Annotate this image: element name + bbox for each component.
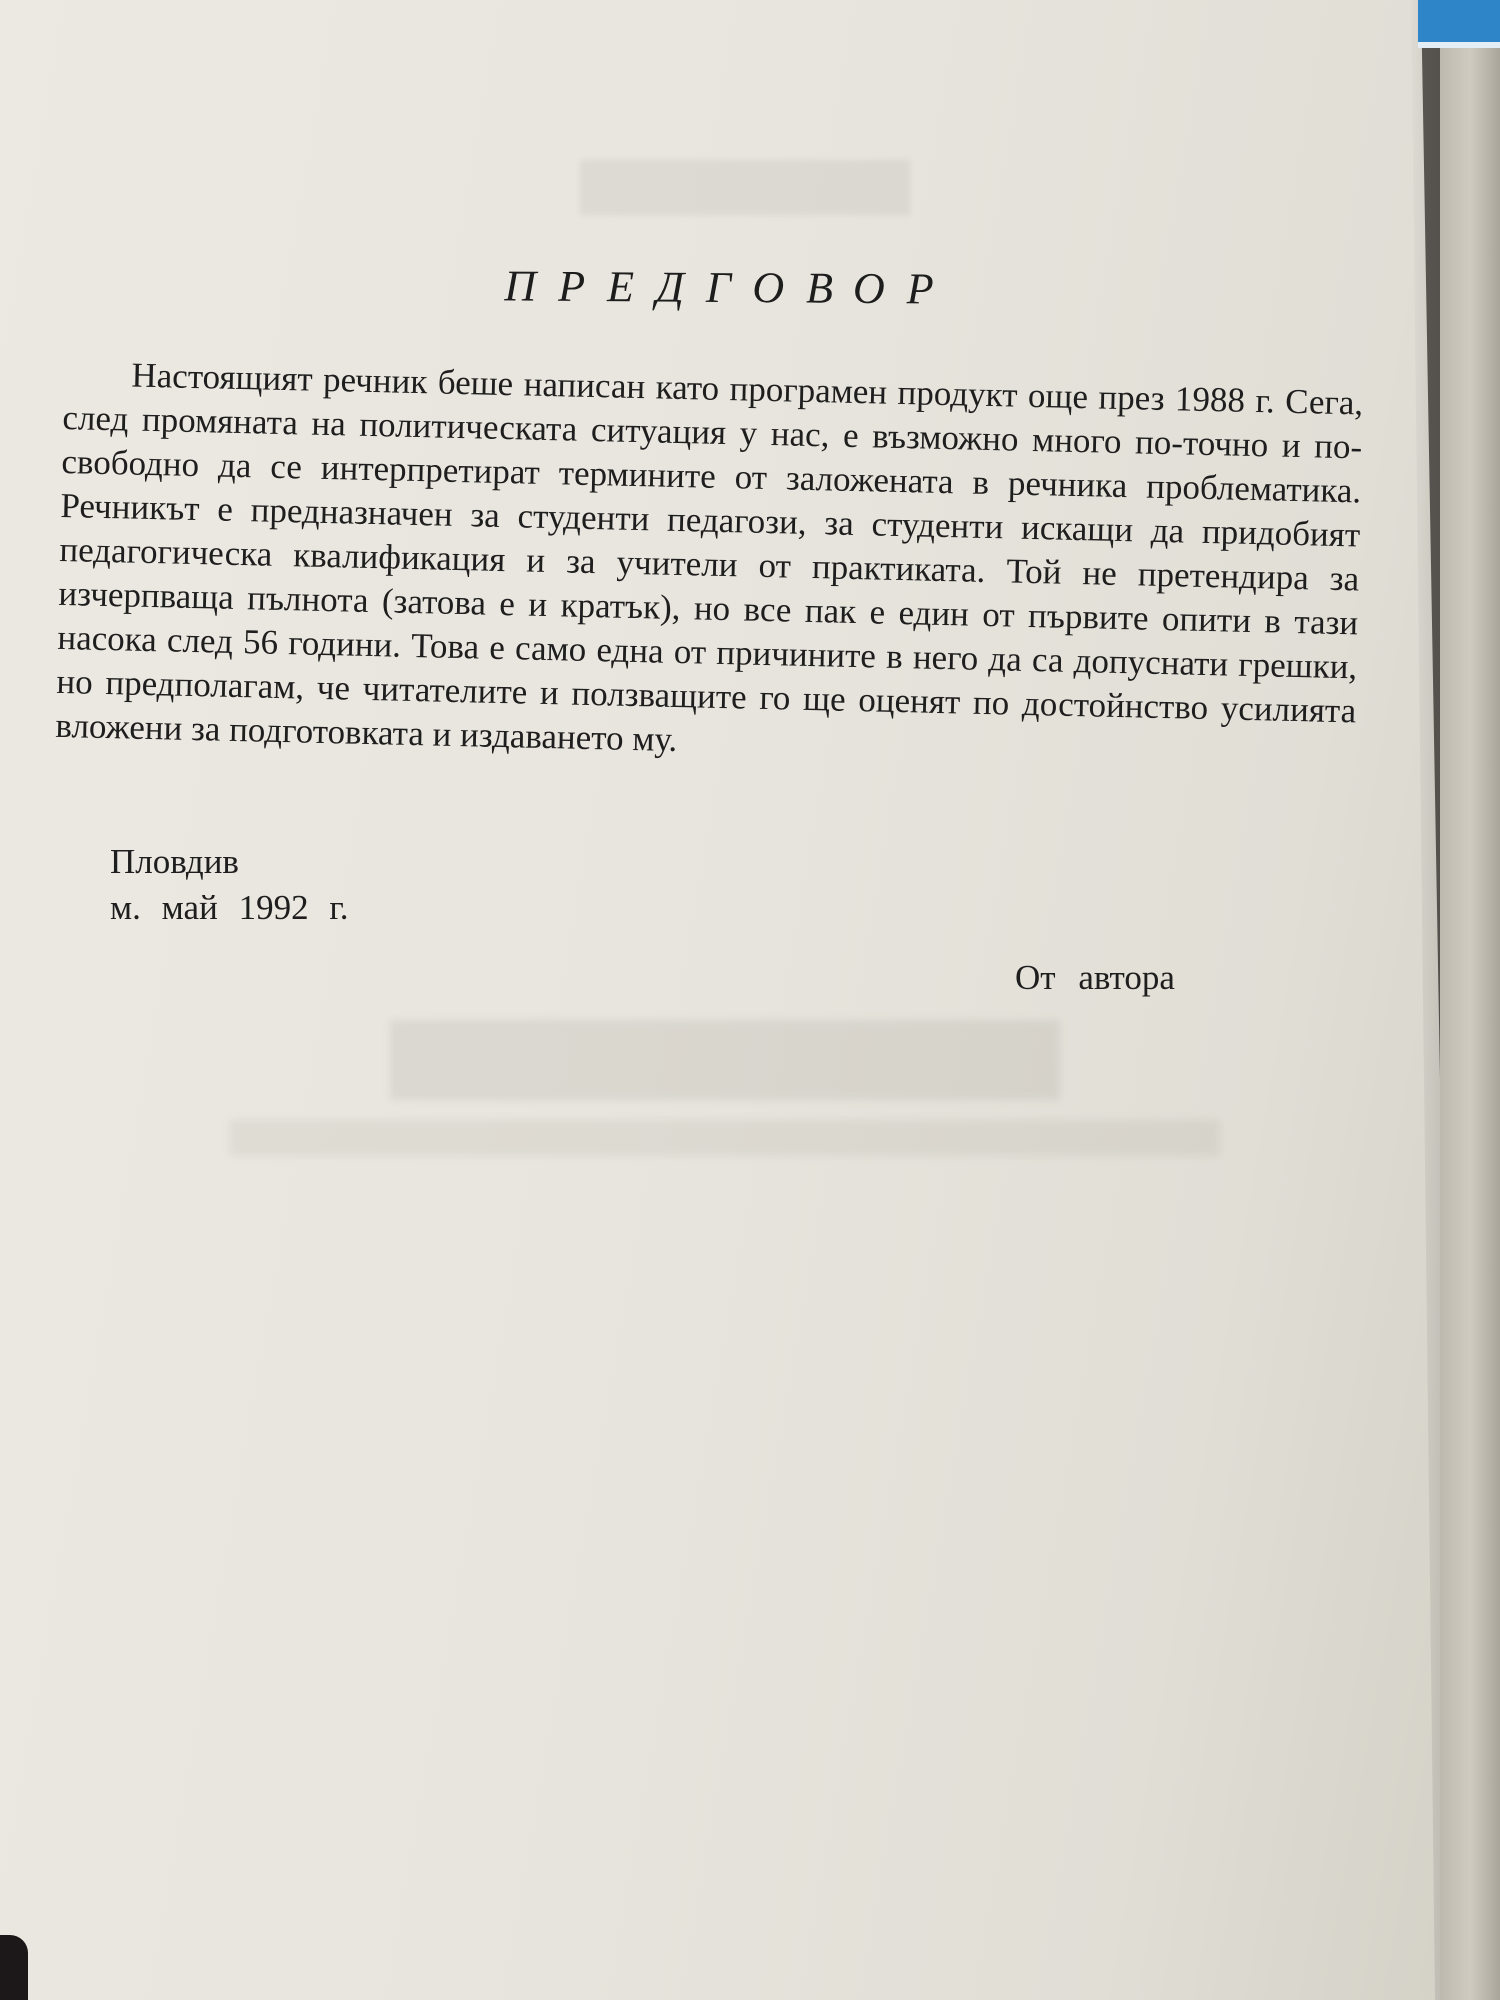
adjacent-page-edge	[1440, 0, 1500, 2000]
bleed-through-heading	[580, 160, 910, 215]
preface-heading: ПРЕДГОВОР	[504, 261, 956, 314]
dark-corner-object	[0, 1935, 28, 2000]
author-signature: От автора	[1015, 958, 1175, 997]
preface-body: Настоящият речник беше написан като програмен продукт още през 1988 г. Сега, след промяната на политическата ситуация у нас, е възможно много по-точно и по-свободно да се интерпретират термините от заложената в речника проблематика. Речникът е предназначен за студенти педагози, за студенти искащи да придобият педагогическа квалификация и за учители от практиката. Той не претендира за изчерпваща пълнота (затова е и кратък), но все пак е един от първите опити в тази насока след 56 години. Това е само една от причините в него да са допуснати грешки, но предполагам, че читателите и ползващите го ще оценят по достойнство усилията вложени за подготовката и издаването му.	[55, 355, 1364, 760]
date-line: м. май 1992 г.	[110, 888, 349, 927]
blue-bookmark-tab	[1418, 0, 1500, 48]
bleed-through-title	[390, 1020, 1060, 1100]
place-name: Пловдив	[110, 842, 239, 881]
bleed-through-subtitle	[230, 1120, 1220, 1156]
